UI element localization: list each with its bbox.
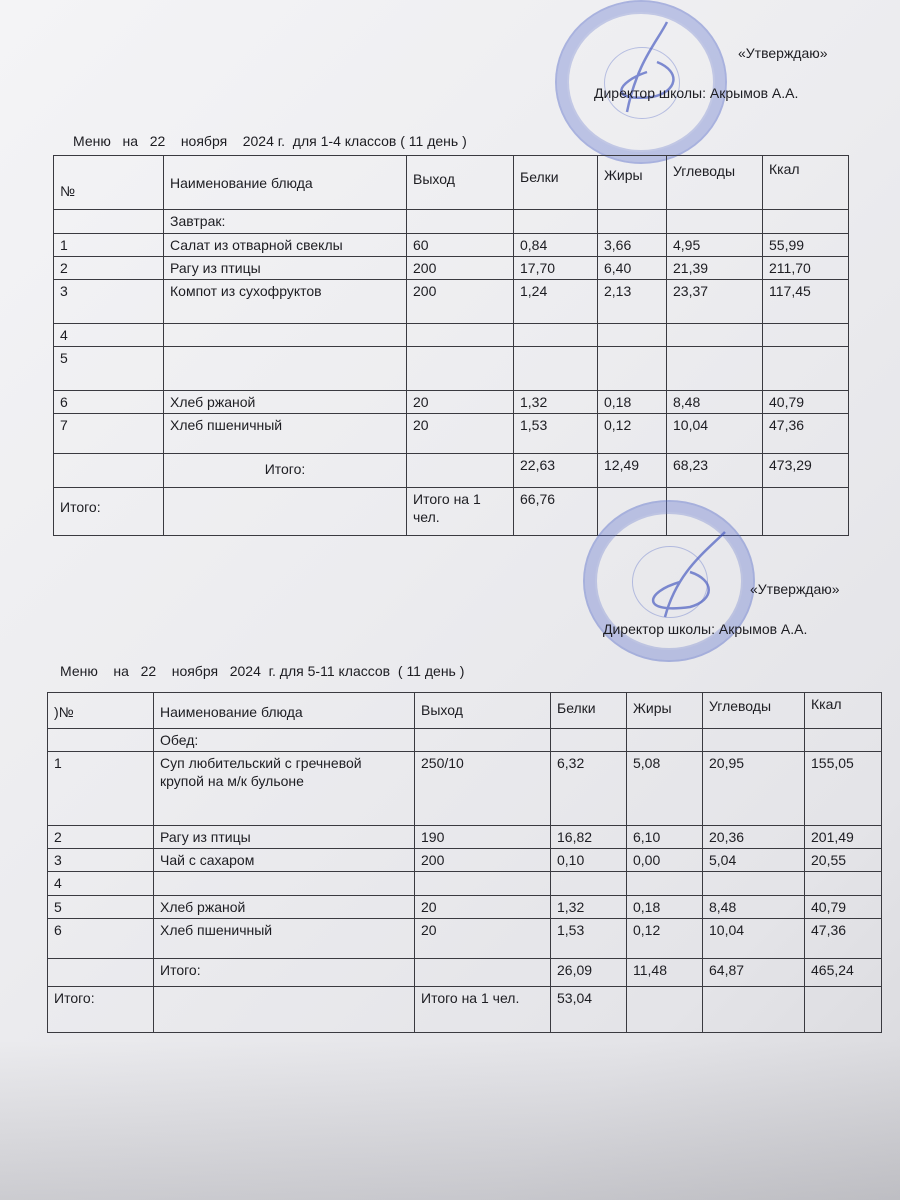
row-number: 5 bbox=[54, 347, 164, 391]
dish-kcal bbox=[763, 347, 849, 391]
col-header-name: Наименование блюда bbox=[164, 156, 407, 210]
dish-name: Компот из сухофруктов bbox=[164, 280, 407, 324]
dish-carbs: 20,95 bbox=[703, 752, 805, 826]
dish-name: Рагу из птицы bbox=[164, 257, 407, 280]
subtotal-protein: 26,09 bbox=[551, 959, 627, 987]
dish-kcal: 47,36 bbox=[763, 414, 849, 454]
subtotal-carbs: 64,87 bbox=[703, 959, 805, 987]
dish-fat: 0,18 bbox=[627, 896, 703, 919]
table-row bbox=[48, 896, 882, 919]
subtotal-fat: 12,49 bbox=[598, 454, 667, 488]
total-per-person-label: Итого на 1 чел. bbox=[407, 488, 514, 536]
col-header-protein: Белки bbox=[551, 693, 627, 729]
table-row bbox=[54, 391, 849, 414]
dish-kcal bbox=[763, 324, 849, 347]
dish-fat: 0,00 bbox=[627, 849, 703, 872]
dish-carbs: 8,48 bbox=[703, 896, 805, 919]
dish-fat bbox=[598, 324, 667, 347]
dish-fat: 0,18 bbox=[598, 391, 667, 414]
dish-name: Рагу из птицы bbox=[154, 826, 415, 849]
dish-kcal bbox=[805, 872, 882, 896]
menu-title-5-11: Меню на 22 ноября 2024 г. для 5-11 классов ( 11 день ) bbox=[60, 663, 465, 679]
row-number: 2 bbox=[48, 826, 154, 849]
col-header-number: )№ bbox=[48, 693, 154, 729]
menu-table-1-4 bbox=[53, 155, 849, 536]
row-number: 1 bbox=[54, 234, 164, 257]
row-number: 1 bbox=[48, 752, 154, 826]
dish-output bbox=[407, 347, 514, 391]
dish-protein: 1,53 bbox=[514, 414, 598, 454]
dish-protein: 1,53 bbox=[551, 919, 627, 959]
dish-output: 200 bbox=[407, 257, 514, 280]
dish-carbs: 5,04 bbox=[703, 849, 805, 872]
dish-fat: 0,12 bbox=[598, 414, 667, 454]
director-name: Директор школы: Акрымов А.А. bbox=[603, 621, 808, 637]
meal-label-row bbox=[48, 729, 882, 752]
meal-label: Завтрак: bbox=[164, 210, 407, 234]
row-number: 4 bbox=[48, 872, 154, 896]
dish-fat: 0,12 bbox=[627, 919, 703, 959]
dish-output: 20 bbox=[415, 919, 551, 959]
row-number: 3 bbox=[48, 849, 154, 872]
dish-kcal: 211,70 bbox=[763, 257, 849, 280]
subtotal-kcal: 465,24 bbox=[805, 959, 882, 987]
dish-name: Хлеб пшеничный bbox=[164, 414, 407, 454]
table-row bbox=[54, 257, 849, 280]
table-row bbox=[54, 234, 849, 257]
dish-fat bbox=[627, 872, 703, 896]
subtotal-fat: 11,48 bbox=[627, 959, 703, 987]
dish-protein: 1,32 bbox=[514, 391, 598, 414]
dish-kcal: 20,55 bbox=[805, 849, 882, 872]
dish-carbs: 10,04 bbox=[703, 919, 805, 959]
meal-label-row bbox=[54, 210, 849, 234]
col-header-carbs: Углеводы bbox=[667, 156, 763, 210]
row-number: 3 bbox=[54, 280, 164, 324]
dish-kcal: 201,49 bbox=[805, 826, 882, 849]
table-row bbox=[54, 324, 849, 347]
dish-output: 190 bbox=[415, 826, 551, 849]
total-label: Итого: bbox=[48, 987, 154, 1033]
dish-output: 250/10 bbox=[415, 752, 551, 826]
menu-table-5-11 bbox=[47, 692, 882, 1033]
table-header-row bbox=[54, 156, 849, 210]
dish-protein: 0,10 bbox=[551, 849, 627, 872]
dish-protein bbox=[551, 872, 627, 896]
dish-output bbox=[415, 872, 551, 896]
dish-fat: 3,66 bbox=[598, 234, 667, 257]
dish-protein: 6,32 bbox=[551, 752, 627, 826]
col-header-output: Выход bbox=[415, 693, 551, 729]
row-number: 6 bbox=[48, 919, 154, 959]
dish-kcal: 55,99 bbox=[763, 234, 849, 257]
subtotal-label: Итого: bbox=[164, 454, 407, 488]
dish-carbs: 21,39 bbox=[667, 257, 763, 280]
table-row bbox=[48, 919, 882, 959]
dish-protein: 16,82 bbox=[551, 826, 627, 849]
approval-label: «Утверждаю» bbox=[738, 45, 828, 61]
total-per-person-value: 53,04 bbox=[551, 987, 627, 1033]
school-stamp bbox=[555, 0, 727, 164]
dish-fat: 6,10 bbox=[627, 826, 703, 849]
school-stamp bbox=[583, 500, 755, 662]
dish-name bbox=[164, 347, 407, 391]
col-header-kcal: Ккал bbox=[805, 693, 882, 729]
subtotal-label: Итого: bbox=[154, 959, 415, 987]
dish-protein: 0,84 bbox=[514, 234, 598, 257]
col-header-output: Выход bbox=[407, 156, 514, 210]
dish-fat: 5,08 bbox=[627, 752, 703, 826]
subtotal-kcal: 473,29 bbox=[763, 454, 849, 488]
table-header-row bbox=[48, 693, 882, 729]
dish-name bbox=[164, 324, 407, 347]
dish-protein bbox=[514, 324, 598, 347]
dish-output: 200 bbox=[415, 849, 551, 872]
dish-output: 200 bbox=[407, 280, 514, 324]
dish-name: Хлеб ржаной bbox=[154, 896, 415, 919]
dish-name: Салат из отварной свеклы bbox=[164, 234, 407, 257]
dish-name: Суп любительский с гречневой крупой на м/к бульоне bbox=[154, 752, 415, 826]
dish-carbs: 8,48 bbox=[667, 391, 763, 414]
dish-fat bbox=[598, 347, 667, 391]
dish-kcal: 40,79 bbox=[763, 391, 849, 414]
dish-output: 20 bbox=[407, 414, 514, 454]
row-number: 7 bbox=[54, 414, 164, 454]
col-header-carbs: Углеводы bbox=[703, 693, 805, 729]
dish-carbs bbox=[703, 872, 805, 896]
menu-title-1-4: Меню на 22 ноября 2024 г. для 1-4 классов ( 11 день ) bbox=[73, 133, 467, 149]
table-row bbox=[48, 872, 882, 896]
approval-label: «Утверждаю» bbox=[750, 581, 840, 597]
meal-label: Обед: bbox=[154, 729, 415, 752]
dish-kcal: 155,05 bbox=[805, 752, 882, 826]
col-header-kcal: Ккал bbox=[763, 156, 849, 210]
dish-protein: 17,70 bbox=[514, 257, 598, 280]
table-row bbox=[54, 280, 849, 324]
dish-name: Хлеб пшеничный bbox=[154, 919, 415, 959]
col-header-name: Наименование блюда bbox=[154, 693, 415, 729]
table-row bbox=[48, 826, 882, 849]
row-number: 5 bbox=[48, 896, 154, 919]
dish-kcal: 47,36 bbox=[805, 919, 882, 959]
row-number: 4 bbox=[54, 324, 164, 347]
dish-name: Хлеб ржаной bbox=[164, 391, 407, 414]
table-row bbox=[54, 414, 849, 454]
table-row bbox=[54, 347, 849, 391]
table-row bbox=[48, 849, 882, 872]
dish-protein: 1,32 bbox=[551, 896, 627, 919]
dish-fat: 6,40 bbox=[598, 257, 667, 280]
dish-carbs: 20,36 bbox=[703, 826, 805, 849]
dish-carbs: 4,95 bbox=[667, 234, 763, 257]
dish-kcal: 40,79 bbox=[805, 896, 882, 919]
subtotal-protein: 22,63 bbox=[514, 454, 598, 488]
col-header-fat: Жиры bbox=[598, 156, 667, 210]
dish-carbs: 10,04 bbox=[667, 414, 763, 454]
dish-output: 20 bbox=[415, 896, 551, 919]
col-header-number: № bbox=[54, 156, 164, 210]
dish-carbs bbox=[667, 324, 763, 347]
subtotal-carbs: 68,23 bbox=[667, 454, 763, 488]
dish-name: Чай с сахаром bbox=[154, 849, 415, 872]
total-per-person-label: Итого на 1 чел. bbox=[415, 987, 551, 1033]
table-row bbox=[48, 752, 882, 826]
col-header-fat: Жиры bbox=[627, 693, 703, 729]
subtotal-row bbox=[48, 959, 882, 987]
director-name: Директор школы: Акрымов А.А. bbox=[594, 85, 799, 101]
dish-protein: 1,24 bbox=[514, 280, 598, 324]
row-number: 2 bbox=[54, 257, 164, 280]
total-row bbox=[48, 987, 882, 1033]
subtotal-row bbox=[54, 454, 849, 488]
row-number: 6 bbox=[54, 391, 164, 414]
col-header-protein: Белки bbox=[514, 156, 598, 210]
dish-carbs bbox=[667, 347, 763, 391]
dish-kcal: 117,45 bbox=[763, 280, 849, 324]
dish-carbs: 23,37 bbox=[667, 280, 763, 324]
dish-fat: 2,13 bbox=[598, 280, 667, 324]
dish-output: 60 bbox=[407, 234, 514, 257]
total-label: Итого: bbox=[54, 488, 164, 536]
total-per-person-value: 66,76 bbox=[514, 488, 598, 536]
dish-protein bbox=[514, 347, 598, 391]
dish-output bbox=[407, 324, 514, 347]
dish-name bbox=[154, 872, 415, 896]
dish-output: 20 bbox=[407, 391, 514, 414]
